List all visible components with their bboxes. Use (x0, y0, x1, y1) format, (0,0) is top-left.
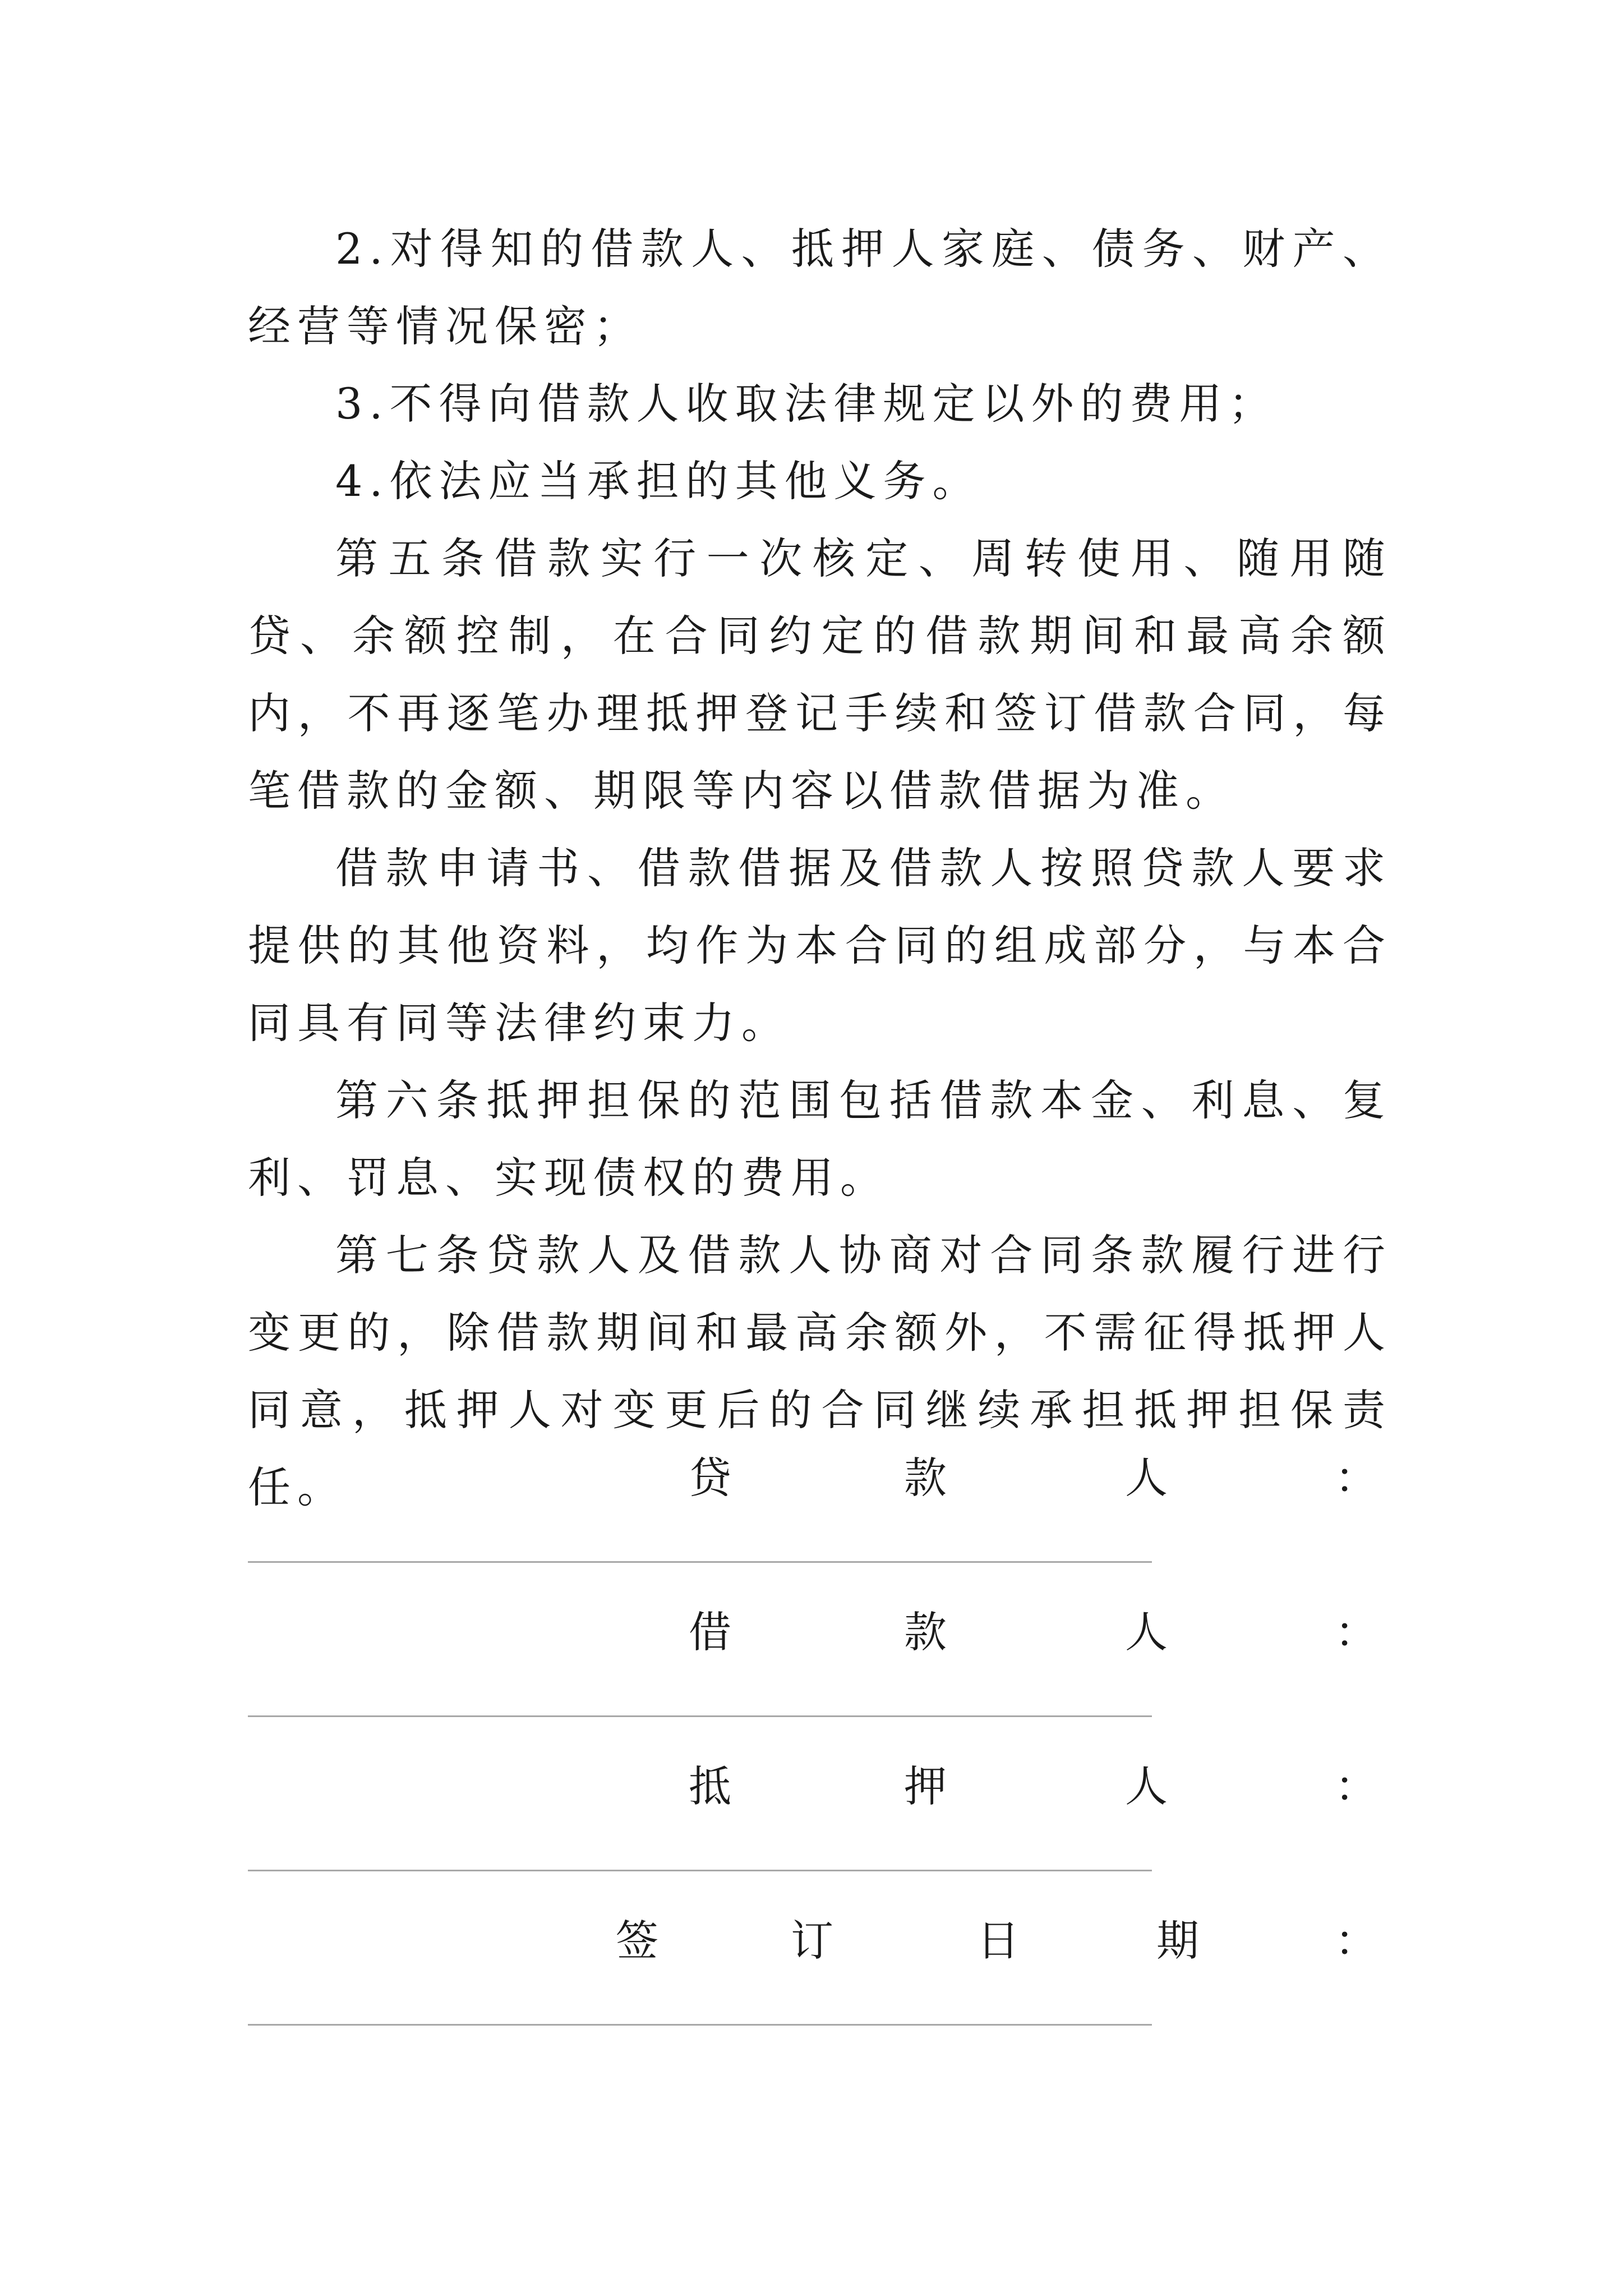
paragraph-clause-4: 4.依法应当承担的其他义务。 (335, 456, 982, 506)
signature-lender-char-1: 贷 (689, 1453, 731, 1503)
paragraph-article-5: 第五条借款实行一次核定、周转使用、随用随贷、余额控制，在合同约定的借款期间和最高余额内，不再逐笔办理抵押登记手续和签订借款合同，每笔借款的金额、期限等内容以借款借据为准。 (248, 533, 1392, 816)
signature-lender-line (248, 1561, 1152, 1563)
signature-lender-colon: ： (1335, 1453, 1377, 1503)
signature-borrower-char-1: 借 (689, 1607, 731, 1657)
signature-lender-char-3: 人 (1125, 1453, 1168, 1503)
signature-mortgagor (0, 1759, 1623, 1910)
paragraph-article-6: 第六条抵押担保的范围包括借款本金、利息、复利、罚息、实现债权的费用。 (248, 1075, 1392, 1203)
signature-date-line (248, 2024, 1152, 2026)
signature-borrower (0, 1604, 1623, 1756)
contract-body (248, 210, 1392, 1526)
signature-lender-char-2: 款 (904, 1453, 947, 1503)
paragraph-article-7: 第七条贷款人及借款人协商对合同条款履行进行变更的，除借款期间和最高余额外，不需征得抵押人同意，抵押人对变更后的合同继续承担抵押担保责任。 (248, 1230, 1392, 1512)
signature-mortgagor-colon: ： (1335, 1761, 1377, 1811)
signature-date-colon: ： (1335, 1916, 1377, 1966)
paragraph-article-5-supplement: 借款申请书、借款借据及借款人按照贷款人要求提供的其他资料，均作为本合同的组成部分，与本合同具有同等法律约束力。 (248, 843, 1392, 1048)
signature-date-char-3: 日 (977, 1916, 1020, 1966)
signature-date-char-1: 签 (616, 1916, 658, 1966)
signature-lender (0, 1450, 1623, 1602)
signature-borrower-colon: ： (1335, 1607, 1377, 1657)
signature-mortgagor-char-2: 押 (904, 1761, 947, 1811)
signature-borrower-line (248, 1715, 1152, 1717)
signature-borrower-char-3: 人 (1125, 1607, 1168, 1657)
signature-mortgagor-char-3: 人 (1125, 1761, 1168, 1811)
signature-date-char-2: 订 (791, 1916, 833, 1966)
signature-date (0, 1913, 1623, 2064)
paragraph-clause-2: 2.对得知的借款人、抵押人家庭、债务、财产、经营等情况保密； (248, 224, 1392, 351)
signature-mortgagor-char-1: 抵 (689, 1761, 731, 1811)
signature-mortgagor-line (248, 1870, 1152, 1871)
signature-date-char-4: 期 (1156, 1916, 1199, 1966)
signature-borrower-char-2: 款 (904, 1607, 947, 1657)
paragraph-clause-3: 3.不得向借款人收取法律规定以外的费用； (335, 379, 1278, 429)
